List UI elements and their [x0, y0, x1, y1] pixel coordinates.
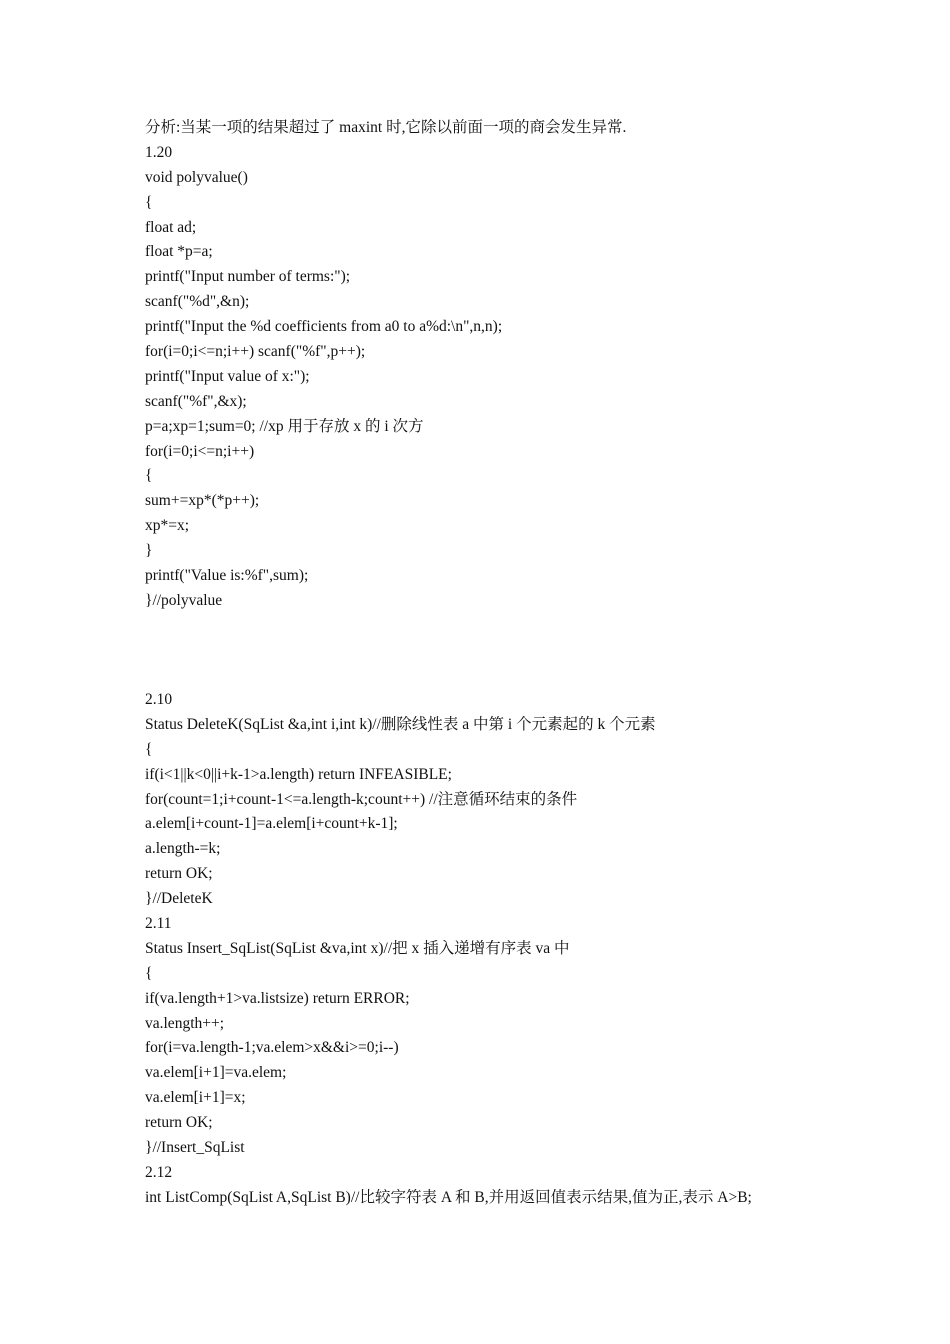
text-block-polyvalue — [145, 116, 925, 614]
code-line: for(i=va.length-1;va.elem>x&&i>=0;i--) — [145, 1039, 399, 1057]
code-line: for(count=1;i+count-1<=a.length-k;count++) //注意循环结束的条件 — [145, 790, 578, 808]
code-line: printf("Input the %d coefficients from a0 to a%d:\n",n,n); — [145, 318, 503, 336]
code-line: { — [145, 740, 153, 758]
code-line: for(i=0;i<=n;i++) — [145, 442, 255, 460]
code-line: Status Insert_SqList(SqList &va,int x)//把 x 插入递增有序表 va 中 — [145, 939, 570, 957]
code-line: return OK; — [145, 1114, 213, 1132]
section-number-1-20: 1.20 — [145, 143, 173, 161]
code-line: va.elem[i+1]=x; — [145, 1089, 246, 1107]
code-line: scanf("%d",&n); — [145, 293, 250, 311]
code-line: printf("Input number of terms:"); — [145, 268, 351, 286]
code-line: va.length++; — [145, 1014, 225, 1032]
code-line: for(i=0;i<=n;i++) scanf("%f",p++); — [145, 343, 366, 361]
code-line: } — [145, 542, 153, 560]
code-line: { — [145, 964, 153, 982]
code-line: xp*=x; — [145, 517, 190, 535]
section-number-2-12: 2.12 — [145, 1163, 173, 1181]
code-line: sum+=xp*(*p++); — [145, 492, 260, 510]
code-line: printf("Value is:%f",sum); — [145, 567, 309, 585]
code-line: Status DeleteK(SqList &a,int i,int k)//删除线性表 a 中第 i 个元素起的 k 个元素 — [145, 715, 656, 733]
code-line: void polyvalue() — [145, 168, 248, 186]
code-line: if(va.length+1>va.listsize) return ERROR; — [145, 989, 410, 1007]
code-line: float ad; — [145, 218, 197, 236]
analysis-line: 分析:当某一项的结果超过了 maxint 时,它除以前面一项的商会发生异常. — [145, 119, 627, 136]
text-block-sqlist — [145, 688, 925, 1211]
code-line: printf("Input value of x:"); — [145, 367, 310, 385]
code-line: }//DeleteK — [145, 890, 213, 908]
code-line: a.elem[i+count-1]=a.elem[i+count+k-1]; — [145, 815, 398, 833]
code-line: }//polyvalue — [145, 591, 223, 609]
code-line: }//Insert_SqList — [145, 1139, 245, 1157]
section-number-2-11: 2.11 — [145, 915, 172, 933]
code-line: p=a;xp=1;sum=0; //xp 用于存放 x 的 i 次方 — [145, 417, 424, 435]
code-line: { — [145, 193, 153, 211]
code-line: if(i<1||k<0||i+k-1>a.length) return INFEASIBLE; — [145, 765, 452, 783]
code-line: va.elem[i+1]=va.elem; — [145, 1064, 287, 1082]
code-line: int ListComp(SqList A,SqList B)//比较字符表 A 和 B,并用返回值表示结果,值为正,表示 A>B; — [145, 1188, 752, 1206]
code-line: { — [145, 467, 153, 485]
code-line: float *p=a; — [145, 243, 213, 261]
code-line: a.length-=k; — [145, 840, 221, 858]
code-line: return OK; — [145, 865, 213, 883]
section-number-2-10: 2.10 — [145, 691, 173, 708]
code-line: scanf("%f",&x); — [145, 392, 247, 410]
